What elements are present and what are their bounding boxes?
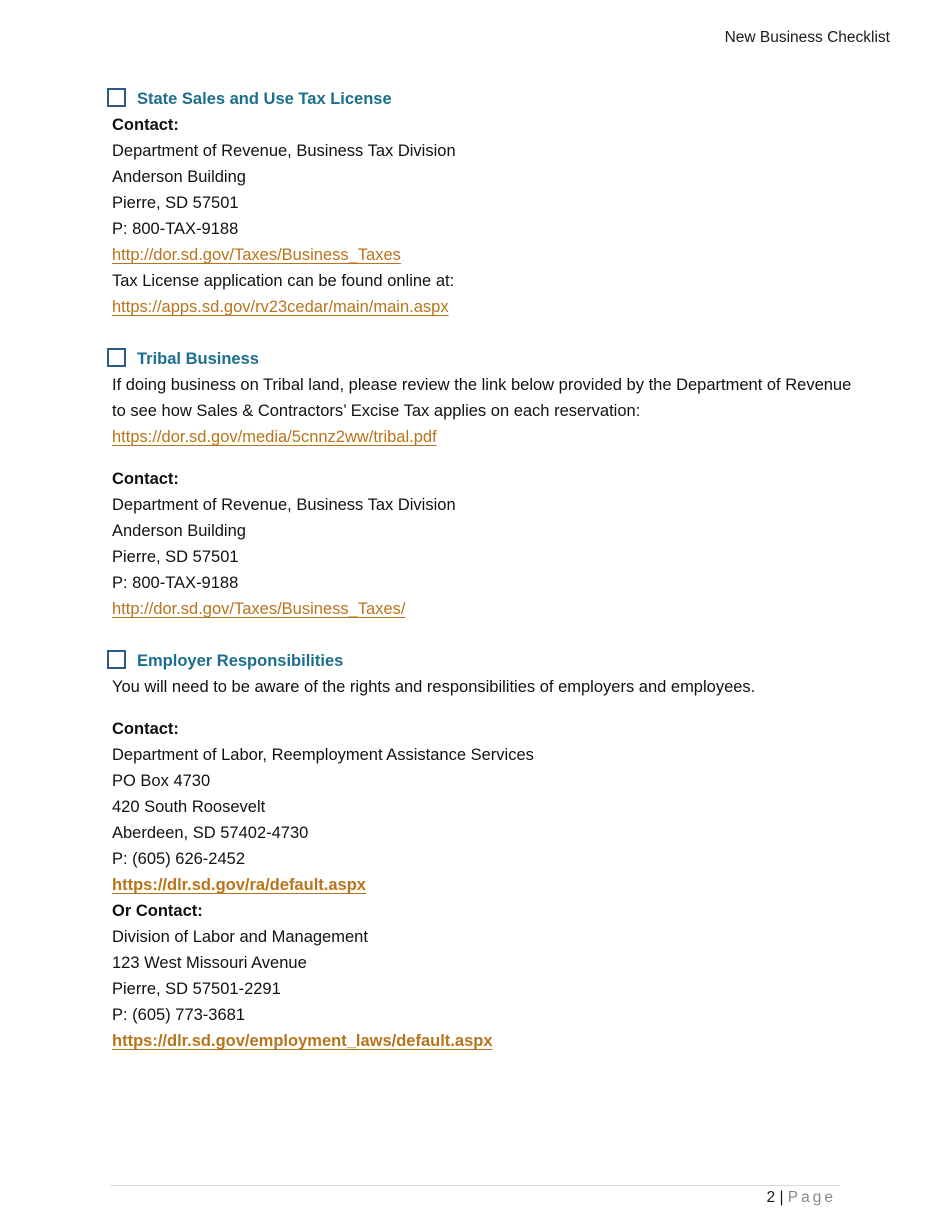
page-footer <box>767 1189 836 1207</box>
phone-line: P: (605) 773-3681 <box>112 1006 246 1024</box>
address-line: Aberdeen, SD 57402-4730 <box>112 824 309 842</box>
employer-intro-text: You will need to be aware of the rights and responsibilities of employers and employees. <box>112 678 756 696</box>
address-line: PO Box 4730 <box>112 772 211 790</box>
address-line: 123 West Missouri Avenue <box>112 954 307 972</box>
employment-laws-link[interactable]: https://dlr.sd.gov/employment_laws/default.aspx <box>112 1032 493 1050</box>
address-line: Department of Revenue, Business Tax Division <box>112 496 456 514</box>
heading-text: Tribal Business <box>137 350 259 368</box>
footer-divider <box>110 1185 840 1186</box>
footer-separator: | <box>779 1189 784 1206</box>
address-line: Department of Labor, Reemployment Assistance Services <box>112 746 534 764</box>
reemployment-assistance-link[interactable]: https://dlr.sd.gov/ra/default.aspx <box>112 876 366 894</box>
phone-line: P: (605) 626-2452 <box>112 850 246 868</box>
tribal-intro-text: If doing business on Tribal land, please review the link below provided by the Department of Revenue to see how Sales & Contractors’ Excise Tax applies on each reservation: <box>112 376 852 420</box>
tax-license-application-link[interactable]: https://apps.sd.gov/rv23cedar/main/main.aspx <box>112 298 449 316</box>
section-heading <box>112 648 852 674</box>
section-employer-responsibilities <box>112 648 852 1054</box>
business-taxes-link[interactable]: http://dor.sd.gov/Taxes/Business_Taxes <box>112 246 401 264</box>
contact-label: Contact: <box>112 470 179 488</box>
business-taxes-link[interactable]: http://dor.sd.gov/Taxes/Business_Taxes/ <box>112 600 406 618</box>
checkbox-employer-responsibilities[interactable] <box>107 650 126 669</box>
address-line: Anderson Building <box>112 168 246 186</box>
page-word: Page <box>787 1189 836 1206</box>
or-contact-label: Or Contact: <box>112 902 203 920</box>
page-header-title: New Business Checklist <box>724 29 890 46</box>
page-number: 2 <box>766 1189 776 1206</box>
contact-label: Contact: <box>112 116 179 134</box>
heading-text: Employer Responsibilities <box>137 652 344 670</box>
contact-label: Contact: <box>112 720 179 738</box>
section-sales-tax-license <box>112 86 852 320</box>
address-line: Department of Revenue, Business Tax Division <box>112 142 456 160</box>
section-heading <box>112 86 852 112</box>
phone-line: P: 800-TAX-9188 <box>112 220 239 238</box>
checkbox-sales-tax[interactable] <box>107 88 126 107</box>
application-note: Tax License application can be found online at: <box>112 272 455 290</box>
heading-text: State Sales and Use Tax License <box>137 90 392 108</box>
phone-line: P: 800-TAX-9188 <box>112 574 239 592</box>
address-line: Pierre, SD 57501-2291 <box>112 980 281 998</box>
checkbox-tribal-business[interactable] <box>107 348 126 367</box>
section-tribal-business <box>112 346 852 622</box>
address-line: Pierre, SD 57501 <box>112 194 239 212</box>
document-body <box>112 86 852 1054</box>
address-line: Anderson Building <box>112 522 246 540</box>
address-line: Division of Labor and Management <box>112 928 368 946</box>
tribal-pdf-link[interactable]: https://dor.sd.gov/media/5cnnz2ww/tribal.pdf <box>112 428 437 446</box>
address-line: 420 South Roosevelt <box>112 798 266 816</box>
address-line: Pierre, SD 57501 <box>112 548 239 566</box>
section-heading <box>112 346 852 372</box>
